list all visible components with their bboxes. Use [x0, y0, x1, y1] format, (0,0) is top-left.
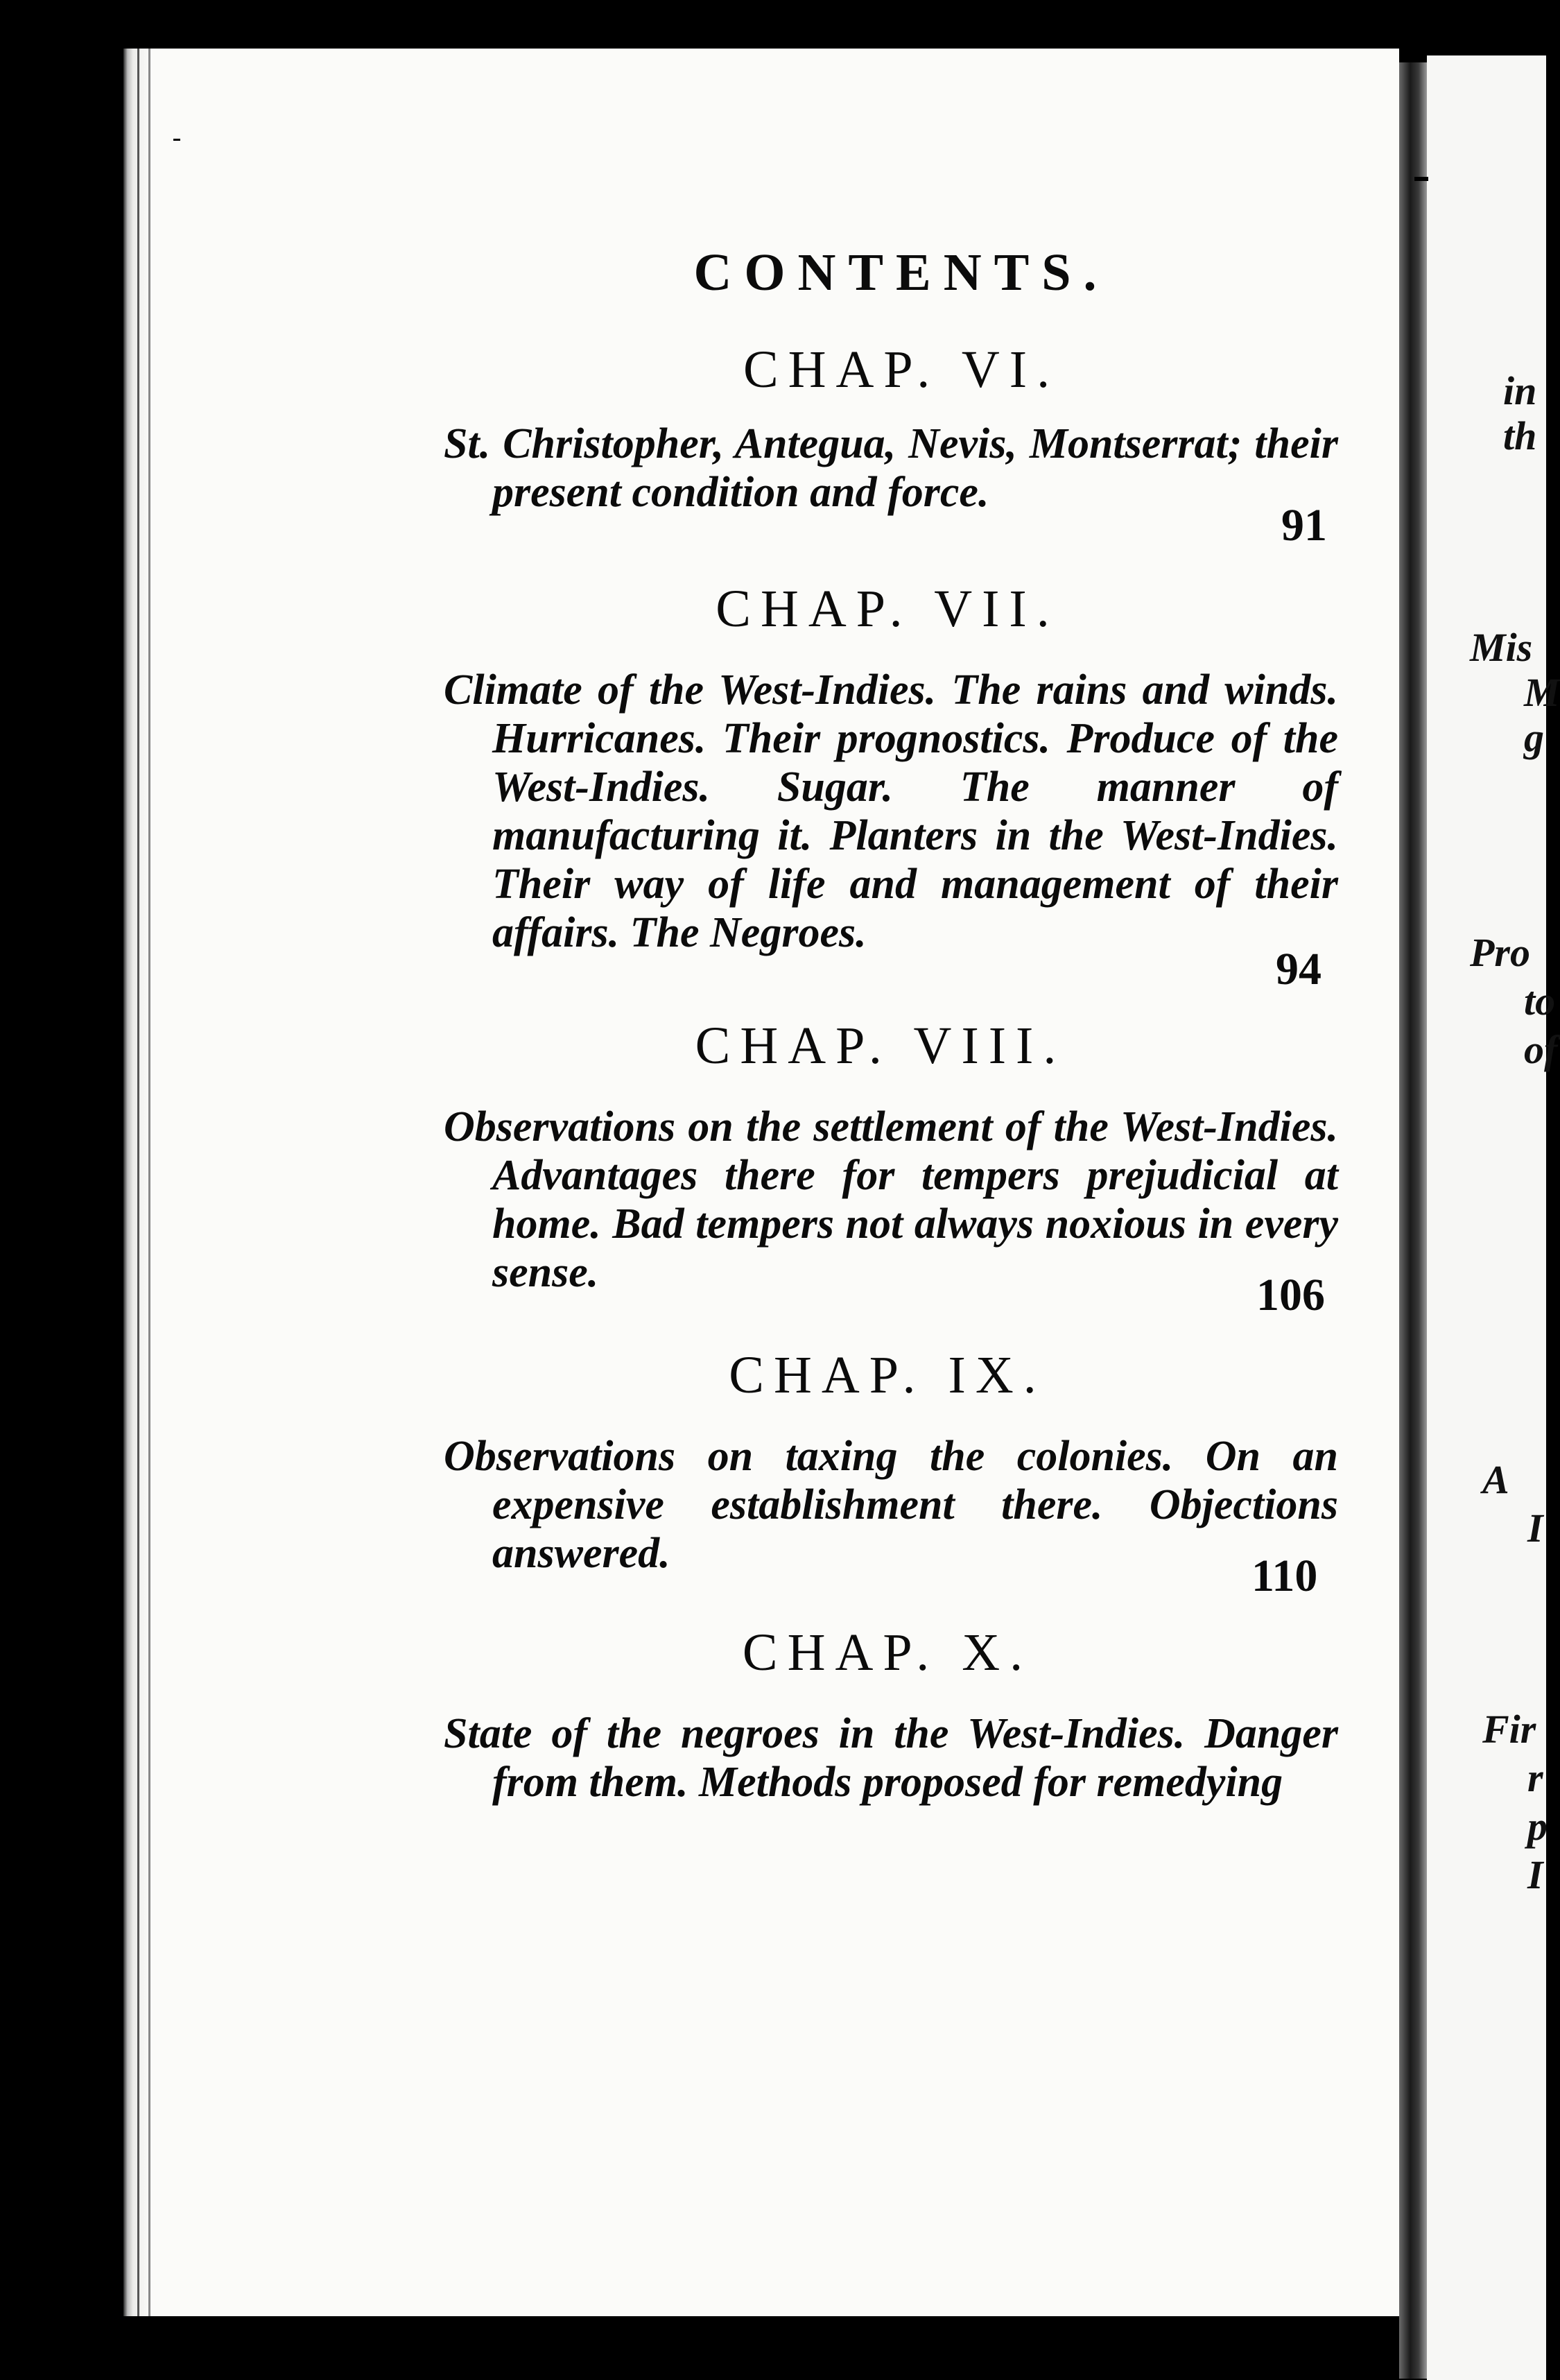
chapter-description-text: St. Christopher, Antegua, Nevis, Montserrat; their present condition and force.	[444, 420, 1338, 516]
chapter-label: CHAP. VI.	[743, 340, 1060, 399]
facing-fragment: M	[1524, 670, 1560, 715]
facing-page	[1427, 55, 1560, 2380]
facing-fragment: g	[1524, 715, 1544, 760]
chapter-description	[444, 1709, 1338, 1806]
contents-heading: CONTENTS.	[693, 243, 1109, 302]
page-number: 91	[1281, 500, 1327, 551]
page-number: 94	[1276, 944, 1321, 994]
chapter-description	[444, 666, 1338, 957]
facing-fragment: th	[1503, 413, 1537, 458]
facing-fragment: r	[1527, 1755, 1543, 1800]
scan-mark	[173, 139, 180, 141]
facing-fragment: A	[1482, 1457, 1509, 1502]
page-spine-edge	[123, 49, 172, 2316]
chapter-description-text: State of the negroes in the West-Indies. Danger from them. Methods proposed for remedying	[444, 1710, 1338, 1806]
chapter-description-text: Observations on taxing the colonies. On an expensive establishment there. Objections answered.	[444, 1433, 1338, 1577]
scan-mark	[1414, 177, 1428, 181]
facing-fragment: of	[1524, 1027, 1558, 1072]
chapter-description	[444, 1103, 1338, 1297]
facing-fragment: Fir	[1482, 1707, 1536, 1752]
chapter-label: CHAP. X.	[742, 1623, 1033, 1682]
facing-fragment: in	[1503, 368, 1537, 413]
chapter-label: CHAP. IX.	[729, 1346, 1046, 1404]
facing-fragment: Pro	[1470, 930, 1530, 975]
facing-fragment: Mis	[1470, 625, 1533, 670]
facing-fragment: I	[1527, 1506, 1543, 1551]
chapter-label: CHAP. VII.	[716, 580, 1059, 638]
chapter-description-text: Climate of the West-Indies. The rains and winds. Hurricanes. Their prognostics. Produce of the West-Indies. Sugar. The manner of manufacturing it. Planters in the West-Indies. Their way of life and management of their affairs. The Negroes.	[444, 666, 1338, 956]
facing-fragment: I	[1527, 1852, 1543, 1897]
page-number: 110	[1251, 1551, 1318, 1601]
chapter-label: CHAP. VIII.	[695, 1017, 1066, 1075]
facing-fragment: to	[1524, 978, 1556, 1024]
book-gutter	[1399, 62, 1427, 2379]
page-number: 106	[1256, 1270, 1325, 1320]
chapter-description	[444, 1432, 1338, 1578]
chapter-description	[444, 420, 1338, 517]
facing-fragment: p	[1527, 1804, 1548, 1849]
chapter-description-text: Observations on the settlement of the West-Indies. Advantages there for tempers prejudicial at home. Bad tempers not always noxious in every sense.	[444, 1103, 1338, 1296]
